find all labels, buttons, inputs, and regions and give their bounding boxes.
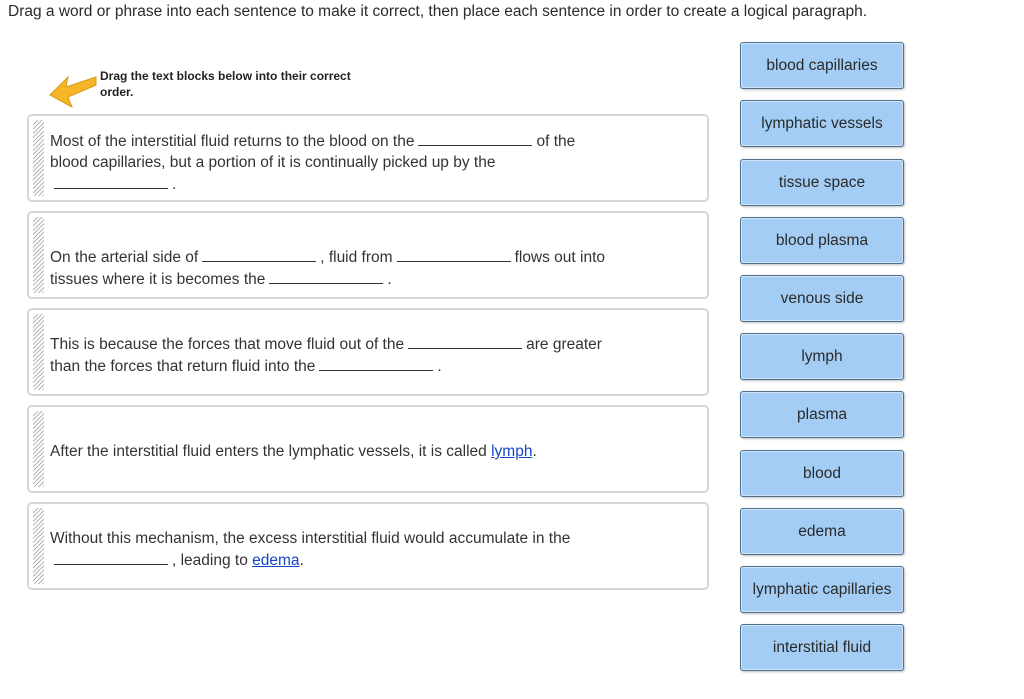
sentence-block-5[interactable] xyxy=(27,502,709,590)
sentence-text: After the interstitial fluid enters the lymphatic vessels, it is called lymph. xyxy=(50,443,537,460)
token-venous-side[interactable]: venous side xyxy=(740,275,904,322)
drop-blank[interactable] xyxy=(202,246,316,262)
instruction-text: Drag a word or phrase into each sentence to make it correct, then place each sentence in order to create a logical paragraph. xyxy=(8,3,868,20)
sentence-block-3[interactable] xyxy=(27,308,709,396)
token-lymph[interactable]: lymph xyxy=(740,333,904,380)
drag-handle[interactable] xyxy=(33,411,44,487)
token-lymphatic-capillaries[interactable]: lymphatic capillaries xyxy=(740,566,904,613)
drop-blank[interactable] xyxy=(397,246,511,262)
sentence-block-1[interactable] xyxy=(27,114,709,202)
drag-handle[interactable] xyxy=(33,217,44,293)
sentence-block-4[interactable] xyxy=(27,405,709,493)
token-plasma[interactable]: plasma xyxy=(740,391,904,438)
token-lymphatic-vessels[interactable]: lymphatic vessels xyxy=(740,100,904,147)
drop-blank[interactable] xyxy=(319,355,433,371)
token-blood[interactable]: blood xyxy=(740,450,904,497)
arrow-icon xyxy=(48,75,98,111)
drop-blank[interactable] xyxy=(418,130,532,146)
token-edema[interactable]: edema xyxy=(740,508,904,555)
drop-blank[interactable] xyxy=(269,268,383,284)
drag-handle[interactable] xyxy=(33,120,44,196)
drop-blank[interactable] xyxy=(54,549,168,565)
token-blood-plasma[interactable]: blood plasma xyxy=(740,217,904,264)
sentence-text: Without this mechanism, the excess interstitial fluid would accumulate in the, leading to edema. xyxy=(50,530,571,569)
sentence-block-2[interactable] xyxy=(27,211,709,299)
token-interstitial-fluid[interactable]: interstitial fluid xyxy=(740,624,904,671)
drag-handle[interactable] xyxy=(33,508,44,584)
drop-blank[interactable] xyxy=(54,173,168,189)
sentence-text: Most of the interstitial fluid returns to the blood on the of the blood capillaries, but a portion of it is continually picked up by the . xyxy=(50,130,607,195)
sentence-text: On the arterial side of , fluid from flows out into tissues where it is becomes the . xyxy=(50,246,607,290)
edema-link[interactable]: edema xyxy=(252,552,300,569)
sentence-text: This is because the forces that move fluid out of the are greater than the forces that return fluid into the . xyxy=(50,333,607,377)
drag-handle[interactable] xyxy=(33,314,44,390)
hint-text: Drag the text blocks below into their correct order. xyxy=(100,69,351,99)
token-blood-capillaries[interactable]: blood capillaries xyxy=(740,42,904,89)
token-tissue-space[interactable]: tissue space xyxy=(740,159,904,206)
drop-blank[interactable] xyxy=(408,333,522,349)
lymph-link[interactable]: lymph xyxy=(491,443,533,460)
